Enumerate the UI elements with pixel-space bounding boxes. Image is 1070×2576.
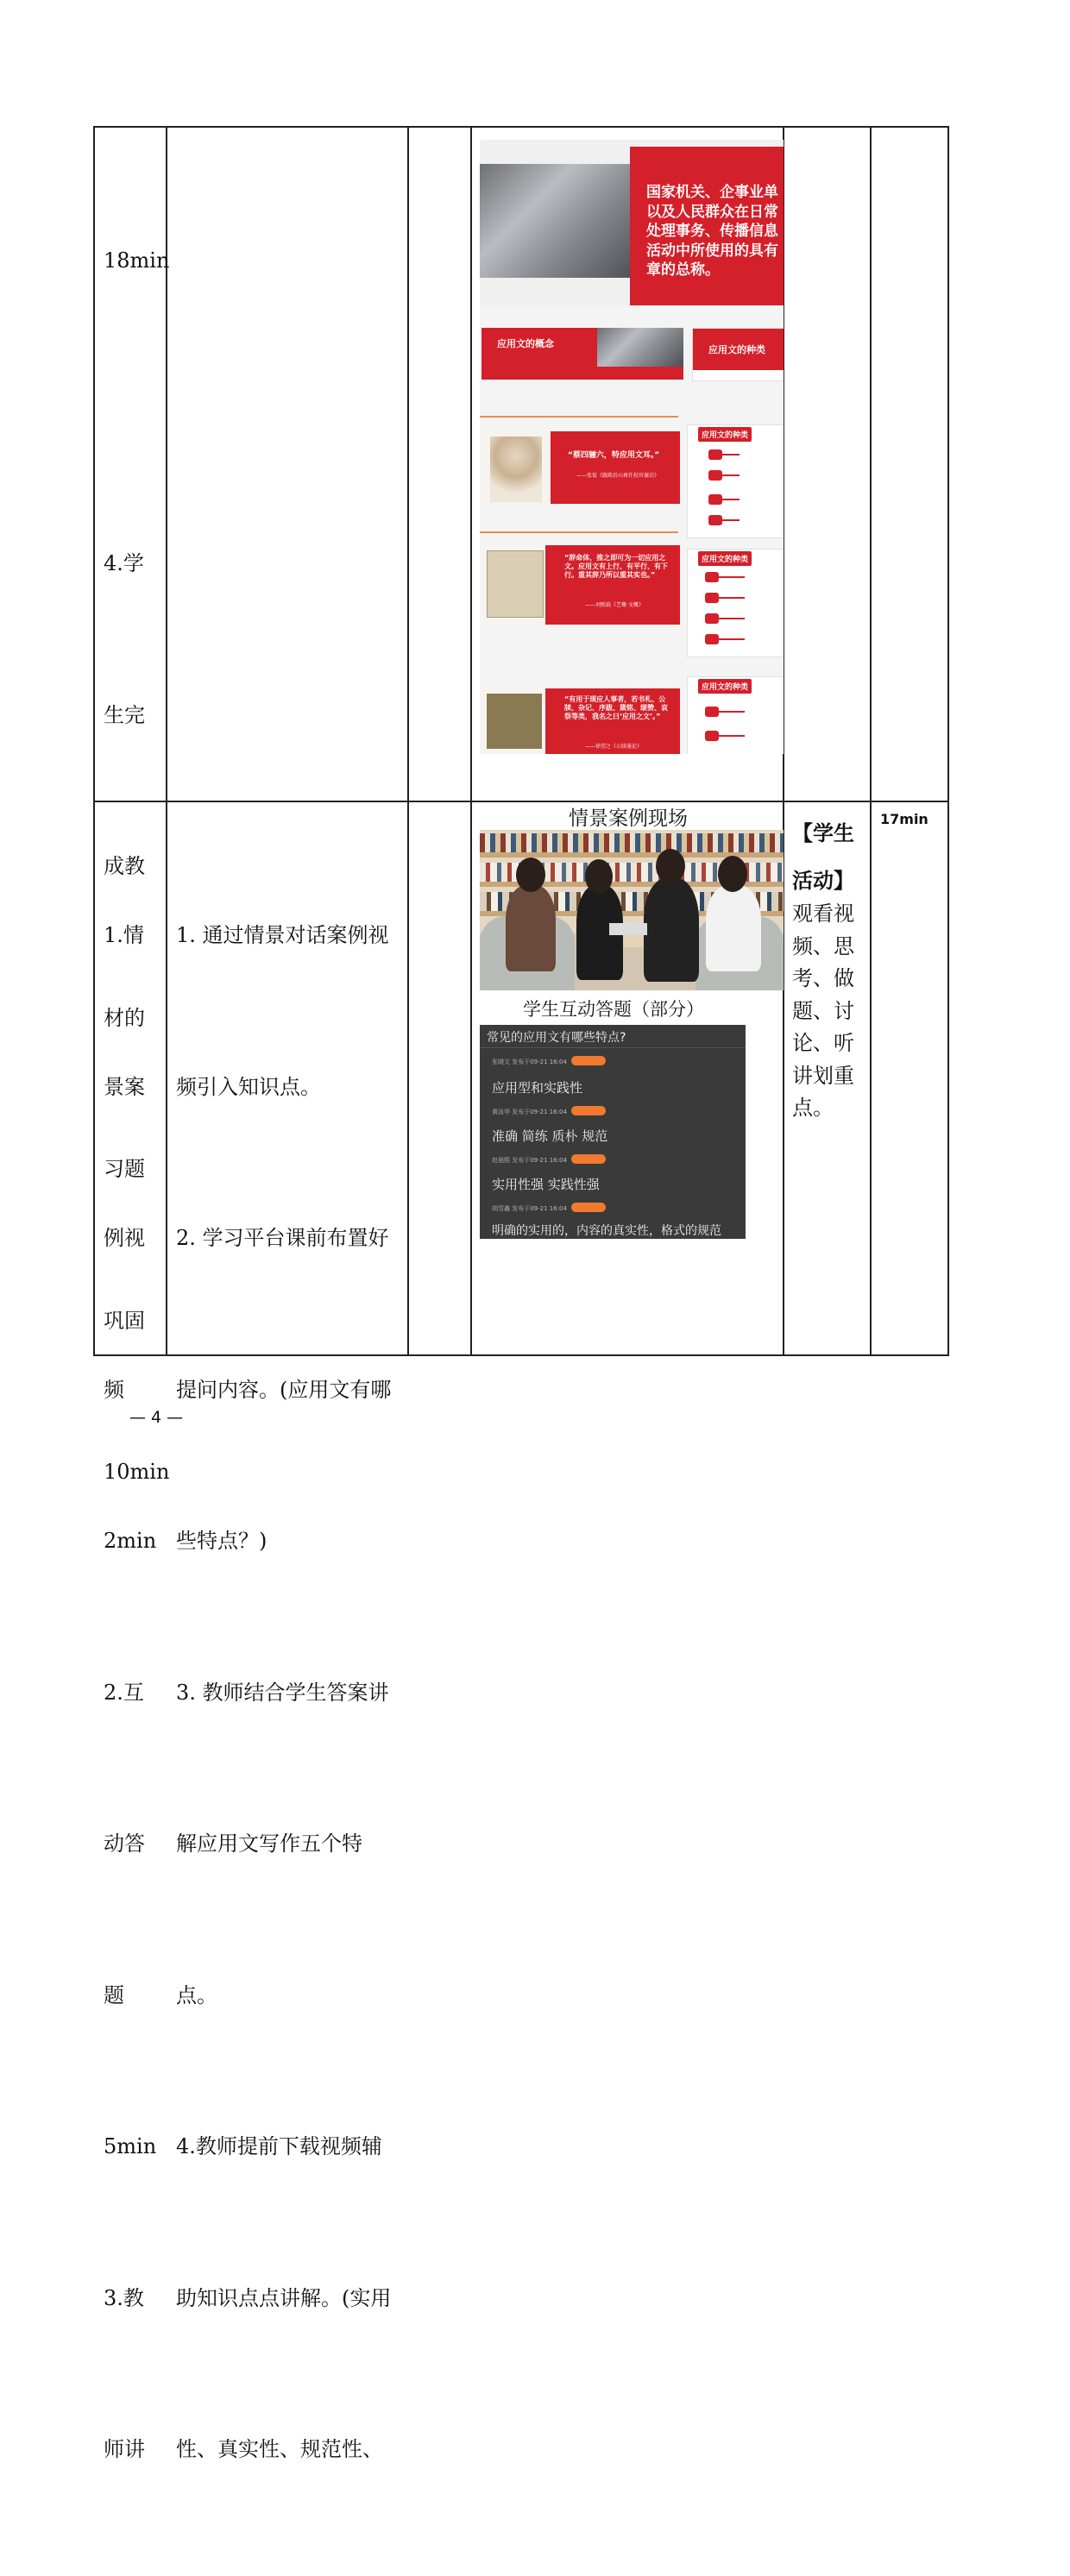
cell-line: 例视 bbox=[104, 1226, 145, 1250]
cell-line: 讲划重 bbox=[792, 1063, 854, 1088]
answer-meta: 黄泳华 发布于09-21 16:04 bbox=[492, 1109, 567, 1115]
row2-teacher-activity bbox=[176, 809, 391, 2576]
reply-badge bbox=[571, 1056, 606, 1065]
cell-line: 5min bbox=[104, 2134, 157, 2158]
quote-text: “蔡四骊六，特应用文耳。” bbox=[568, 451, 660, 460]
quote-slide-1 bbox=[482, 430, 680, 506]
table-col-line bbox=[407, 126, 409, 1356]
old-book-image bbox=[487, 694, 542, 749]
type-connector bbox=[719, 618, 745, 619]
type-tag bbox=[705, 634, 719, 644]
cell-line: 1.情 bbox=[104, 923, 144, 947]
banner-text bbox=[646, 183, 778, 280]
concept-banner-slide bbox=[480, 140, 784, 305]
cell-line: 频、思 bbox=[792, 933, 854, 958]
answer-text: 明确的实用的，内容的真实性，格式的规范 bbox=[492, 1224, 721, 1238]
student-activity-cell bbox=[792, 814, 866, 1125]
type-tag bbox=[708, 449, 722, 460]
answer-text: 准确 简练 质朴 规范 bbox=[492, 1128, 608, 1144]
type-tag bbox=[708, 515, 722, 525]
banner-line: 以及人民群众在日常 bbox=[646, 203, 778, 221]
answer-meta: 张晓文 发布于09-21 16:04 bbox=[492, 1059, 567, 1065]
cell-line: 3.教 bbox=[104, 2285, 144, 2310]
slide-separator bbox=[480, 416, 678, 418]
banner-line: 处理事务、传播信息 bbox=[646, 223, 778, 240]
cell-line: 2.互 bbox=[104, 1680, 144, 1705]
student-4 bbox=[706, 885, 761, 971]
page-number: — 4 — bbox=[129, 1408, 184, 1427]
type-tag bbox=[705, 593, 719, 603]
student-1-head bbox=[516, 858, 545, 892]
duration-cell: 17min bbox=[880, 811, 928, 827]
scene-photo bbox=[480, 830, 784, 990]
concept-title-slide bbox=[482, 328, 683, 380]
answer-text: 实用性强 实践性强 bbox=[492, 1177, 600, 1192]
question-title: 常见的应用文有哪些特点? bbox=[487, 1031, 626, 1045]
answers-screenshot bbox=[480, 1025, 746, 1239]
type-tag bbox=[705, 613, 719, 624]
banner-line: 国家机关、企事业单 bbox=[646, 184, 778, 201]
table-col-line bbox=[470, 126, 472, 1356]
cell-line: 生完 bbox=[104, 702, 145, 727]
quote-source: ——刘熙载《艺概·文概》 bbox=[585, 602, 644, 608]
cell-line: 性、真实性、规范性、 bbox=[176, 2437, 383, 2461]
cell-line: 题 bbox=[104, 1982, 124, 2007]
cell-line: 点。 bbox=[176, 1982, 217, 2007]
types-chip: 应用文的种类 bbox=[698, 551, 752, 566]
types-chip: 应用文的种类 bbox=[698, 679, 752, 694]
cell-line: 2min bbox=[104, 1529, 157, 1553]
type-connector bbox=[722, 499, 740, 500]
cell-line: 2. 学习平台课前布置好 bbox=[176, 1226, 389, 1250]
type-tag bbox=[708, 494, 722, 505]
type-connector bbox=[719, 597, 745, 599]
books-row bbox=[480, 833, 784, 852]
answer-meta: 赵晨熙 发布于09-21 16:04 bbox=[492, 1157, 567, 1164]
cell-line: 考、做 bbox=[792, 966, 854, 990]
answer-meta: 胡雪鑫 发布于09-21 16:04 bbox=[492, 1205, 567, 1212]
cell-line: 4.教师提前下载视频辅 bbox=[176, 2134, 382, 2158]
type-tag bbox=[708, 470, 722, 481]
answers-caption: 学生互动答题（部分） bbox=[523, 999, 704, 1020]
laptop bbox=[609, 923, 647, 935]
quote-text: “辞命体，推之即可为一切应用之文。应用文有上行、有平行、有下行。重其辞乃所以重其实也。” bbox=[564, 554, 668, 579]
table-col-line bbox=[947, 126, 949, 1356]
type-connector bbox=[722, 454, 740, 456]
banner-line: 活动中所使用的具有 bbox=[646, 242, 778, 260]
quote-slide-2 bbox=[482, 545, 680, 625]
activity-lines bbox=[792, 898, 866, 1125]
student-4-head bbox=[718, 856, 747, 892]
cell-line: 解应用文写作五个特 bbox=[176, 1831, 362, 1856]
reply-badge bbox=[571, 1154, 606, 1164]
cell-line: 4.学 bbox=[104, 551, 144, 575]
book-image bbox=[487, 550, 544, 618]
types-slide-3 bbox=[687, 676, 784, 754]
student-3-head bbox=[656, 849, 685, 883]
cell-line: 观看视 bbox=[792, 902, 854, 926]
cell-line: 10min bbox=[104, 1460, 170, 1484]
cell-line: 频引入知识点。 bbox=[176, 1074, 321, 1099]
scene-caption: 情景案例现场 bbox=[569, 807, 688, 830]
types-title-slide bbox=[692, 328, 784, 381]
cell-line: 题、讨 bbox=[792, 998, 854, 1023]
quote-source: ——徐望之《公牍通论》 bbox=[585, 744, 643, 750]
slide-separator bbox=[480, 531, 678, 533]
cell-line: 点。 bbox=[792, 1096, 834, 1120]
cell-line: 频 bbox=[104, 1377, 124, 1402]
quote-slide-3 bbox=[482, 688, 680, 754]
cell-line: 成教 bbox=[104, 854, 145, 878]
cell-line: 材的 bbox=[104, 1005, 145, 1030]
answer-text: 应用型和实践性 bbox=[492, 1080, 583, 1096]
laptop-photo bbox=[480, 164, 635, 278]
quote-red-block bbox=[551, 431, 680, 504]
student-1 bbox=[506, 885, 556, 971]
cell-line: 助知识点点讲解。(实用 bbox=[176, 2285, 392, 2310]
table-top-border bbox=[93, 126, 948, 128]
cell-line bbox=[104, 387, 169, 438]
cell-line: 动答 bbox=[104, 1831, 145, 1856]
quote-source: ——张侃《跋陈后山再任校官谢启》 bbox=[576, 473, 660, 479]
table-col-line bbox=[870, 126, 872, 1356]
type-connector bbox=[719, 576, 745, 578]
type-connector bbox=[722, 474, 740, 476]
portrait-figure bbox=[490, 437, 542, 502]
type-connector bbox=[719, 735, 745, 737]
type-connector bbox=[722, 519, 740, 521]
types-slide-2 bbox=[687, 549, 784, 657]
types-chip: 应用文的种类 bbox=[698, 427, 752, 442]
activity-title: 活动】 bbox=[792, 869, 854, 893]
type-tag bbox=[705, 731, 719, 741]
cell-line: 1. 通过情景对话案例视 bbox=[176, 923, 389, 947]
table-col-line bbox=[93, 126, 95, 1356]
quote-text: “有用于现应人事者，若书札、公牍、杂记、序跋、箴铭、颂赞、哀祭等类，我名之曰‘应用之文’。” bbox=[564, 695, 668, 720]
reply-badge bbox=[571, 1106, 606, 1115]
types-slide-1 bbox=[687, 424, 784, 538]
student-2-head bbox=[585, 859, 613, 894]
cell-line: 18min bbox=[104, 248, 170, 273]
concept-title: 应用文的概念 bbox=[497, 338, 554, 349]
types-title: 应用文的种类 bbox=[708, 344, 765, 355]
cell-line: 提问内容。(应用文有哪 bbox=[176, 1377, 392, 1402]
activity-title: 【学生 bbox=[792, 821, 854, 845]
cell-line: 些特点？) bbox=[176, 1529, 268, 1553]
writing-photo bbox=[597, 328, 683, 367]
type-connector bbox=[719, 711, 745, 713]
divider bbox=[480, 1047, 746, 1048]
cell-line: 3. 教师结合学生答案讲 bbox=[176, 1680, 389, 1705]
type-tag bbox=[705, 707, 719, 717]
cell-line: 巩固 bbox=[104, 1308, 145, 1333]
type-connector bbox=[719, 638, 745, 640]
student-3 bbox=[644, 878, 699, 982]
cell-line: 论、听 bbox=[792, 1031, 854, 1055]
cell-line: 景案 bbox=[104, 1074, 145, 1099]
cell-line: 习题 bbox=[104, 1157, 145, 1181]
type-tag bbox=[705, 572, 719, 582]
reply-badge bbox=[571, 1203, 606, 1212]
banner-line: 章的总称。 bbox=[646, 261, 720, 279]
slides-collage bbox=[480, 140, 784, 754]
cell-line: 师讲 bbox=[104, 2437, 145, 2461]
row2-steps bbox=[104, 809, 156, 2576]
